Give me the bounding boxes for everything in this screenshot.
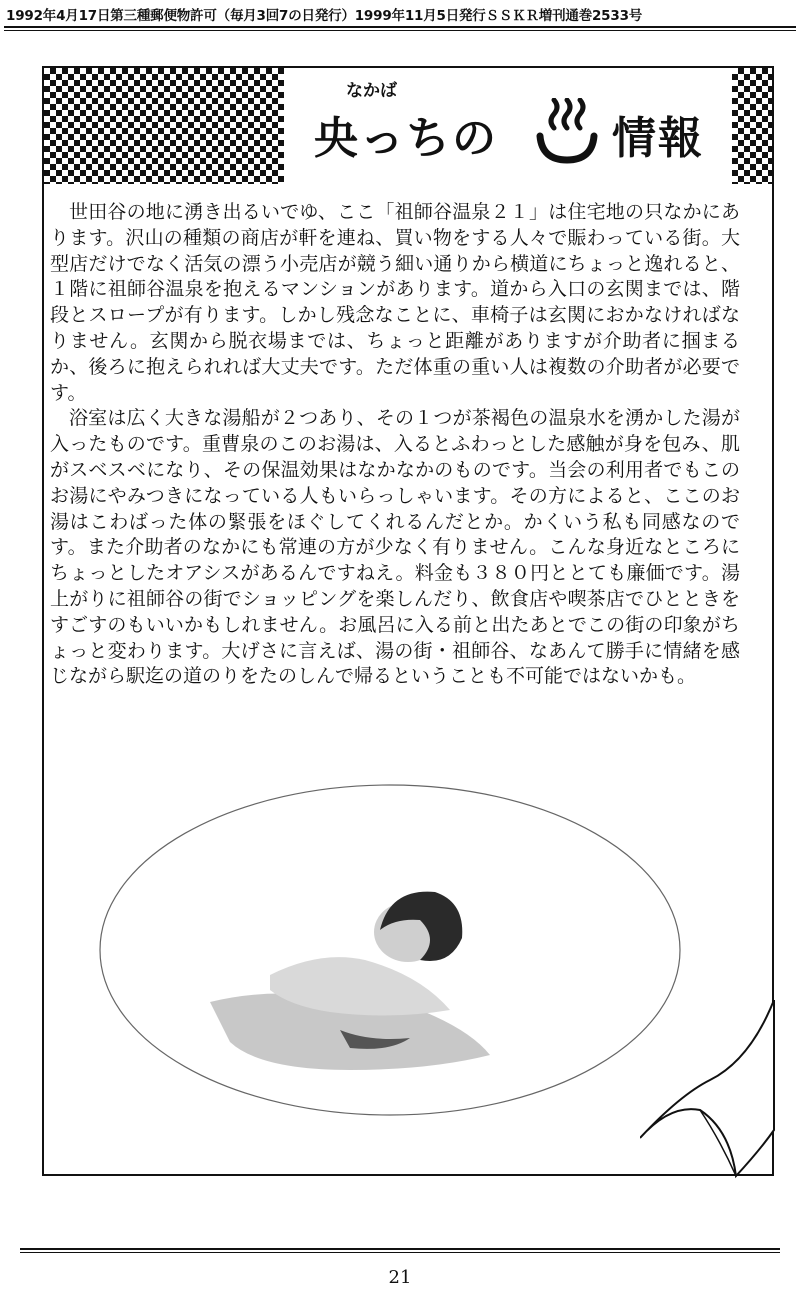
checkered-band-right bbox=[732, 68, 772, 184]
bathing-photo bbox=[90, 780, 690, 1116]
paragraph-1: 世田谷の地に湧き出るいでゆ、ここ「祖師谷温泉２１」は住宅地の只なかにあります。沢山の種類の商店が軒を連ね、買い物をする人々で賑わっている街。大型店だけでなく活気の漂う小売店が競う細い通りから横道にちょっと逸れると、１階に祖師谷温泉を抱えるマンションがあります。道から入口の玄関までは、階段とスロープが有ります。しかし残念なことに、車椅子は玄関におかなければなりません。玄関から脱衣場までは、ちょっと距離がありますが介助者に掴まるか、後ろに抱えられれば大丈夫です。ただ体重の重い人は複数の介助者が必要です。 bbox=[50, 201, 740, 404]
paragraph-2: 浴室は広く大きな湯船が２つあり、その１つが茶褐色の温泉水を湧かした湯が入ったものです。重曹泉のこのお湯は、入るとふわっとした感触が身を包み、肌がスベスベになり、その保温効果はなかなかのものです。当会の利用者でもこのお湯にやみつきになっている人もいらっしゃいます。その方によると、ここのお湯はこわばった体の緊張をほぐしてくれるんだとか。かくいう私も同感なのです。また介助者のなかにも常連の方が少なく有りません。こんな身近なところにちょっとしたオアシスがあるんですねえ。料金も３８０円ととても廉価です。湯上がりに祖師谷の街でショッピングを楽しんだり、飲食店や喫茶店でひとときをすごすのもいいかもしれません。お風呂に入る前と出たあとでこの街の印象がちょっと変わります。大げさに言えば、湯の街・祖師谷、なあんて勝手に情緒を感じながら駅迄の道のりをたのしんで帰るということも不可能ではないかも。 bbox=[50, 407, 740, 688]
title-furigana: なかば bbox=[346, 81, 397, 101]
title-main: 央っちの bbox=[314, 113, 498, 164]
checkered-band-left bbox=[44, 68, 284, 184]
page-curl bbox=[640, 1000, 776, 1180]
title-end: 情報 bbox=[612, 113, 704, 164]
title-banner bbox=[284, 68, 732, 184]
header-rule bbox=[4, 26, 796, 31]
footer-rule bbox=[20, 1248, 780, 1253]
hot-spring-icon bbox=[532, 98, 602, 168]
publication-info: 1992年4月17日第三種郵便物許可（毎月3回7の日発行）1999年11月5日発行ＳＳＫＲ増刊通巻2533号 bbox=[6, 8, 643, 24]
article-body bbox=[50, 200, 740, 690]
page-number: 21 bbox=[388, 1267, 412, 1288]
